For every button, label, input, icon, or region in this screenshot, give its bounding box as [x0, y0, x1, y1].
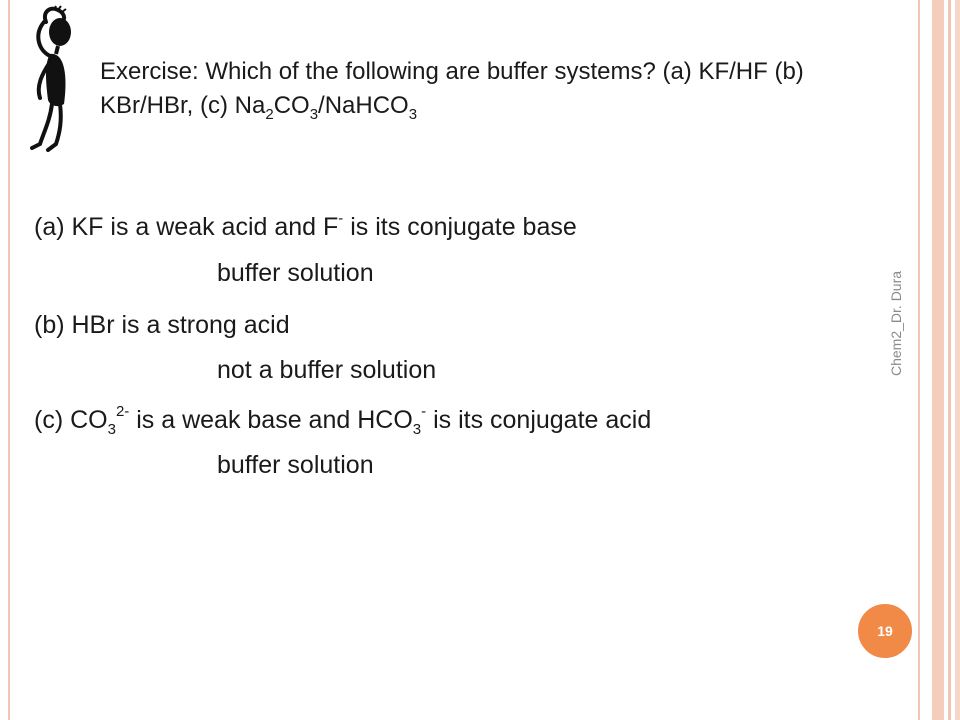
thinking-stick-figure-icon — [20, 4, 96, 154]
footer-author: Chem2_Dr. Dura — [888, 270, 904, 376]
title-subscript: 2 — [265, 106, 274, 123]
answer-c-text: is a weak base and HCO — [129, 406, 413, 434]
answer-b-line1: (b) HBr is a strong acid — [34, 311, 290, 339]
answer-b-line2: not a buffer solution — [217, 356, 437, 384]
answer-c-superscript: - — [421, 403, 427, 420]
title-subscript: 3 — [408, 106, 418, 123]
answer-c-subscript: 3 — [412, 421, 422, 438]
title-subscript: 3 — [309, 106, 319, 123]
answer-a-superscript: - — [338, 210, 344, 227]
answer-a-line2: buffer solution — [217, 259, 374, 287]
right-border-line-2 — [948, 0, 951, 720]
answer-c-line2: buffer solution — [217, 451, 374, 479]
slide-title — [100, 55, 900, 123]
title-text: /NaHCO — [318, 92, 409, 119]
left-border-line — [8, 0, 10, 720]
answer-c-text: is its conjugate acid — [426, 406, 652, 434]
answer-c-superscript: 2- — [115, 403, 130, 420]
right-border-band — [932, 0, 944, 720]
answer-a-text: is its conjugate base — [343, 213, 577, 241]
title-text: CO — [273, 92, 310, 119]
right-border-line-3 — [955, 0, 960, 720]
answer-c-text: (c) CO — [34, 406, 108, 434]
title-text: Exercise: Which of the following are buffer systems? (a) KF/HF (b) KBr/HBr, (c) Na — [100, 58, 804, 119]
page-number-badge: 19 — [856, 602, 914, 660]
answer-c-subscript: 3 — [107, 421, 116, 438]
right-border-line-1 — [918, 0, 920, 720]
answer-a-line1 — [34, 212, 577, 242]
answer-c-line1 — [34, 403, 652, 438]
answer-a-text: (a) KF is a weak acid and F — [34, 213, 339, 241]
